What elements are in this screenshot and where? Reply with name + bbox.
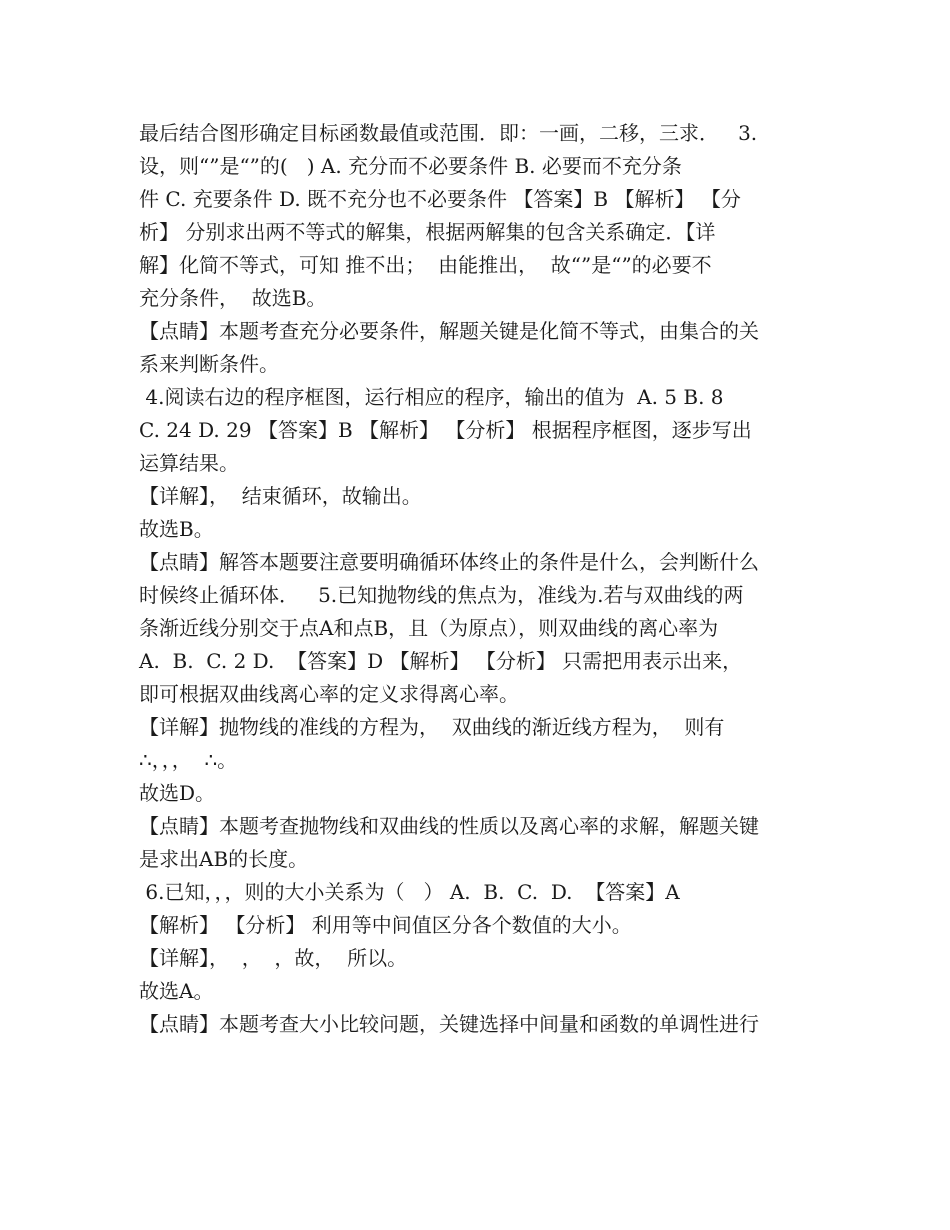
text-line: 【点睛】本题考查充分必要条件，解题关键是化简不等式，由集合的关 <box>139 319 759 343</box>
text-line: 【点睛】解答本题要注意要明确循环体终止的条件是什么，会判断什么 <box>139 550 759 574</box>
text-line: 故选A。 <box>139 979 214 1003</box>
text-line: 【点睛】本题考查抛物线和双曲线的性质以及离心率的求解，解题关键 <box>139 814 759 838</box>
text-line: ∴，，， ∴。 <box>139 748 238 772</box>
text-line: 解】化简不等式，可知 推不出； 由能推出， 故“”是“”的必要不 <box>139 253 712 277</box>
text-line: 6.已知，，，则的大小关系为（ ） A. B. C. D. 【答案】A <box>139 880 680 904</box>
text-line: 设，则“”是“”的( ) A. 充分而不必要条件 B. 必要而不充分条 <box>139 154 682 178</box>
text-line: 故选B。 <box>139 517 214 541</box>
text-line: 最后结合图形确定目标函数最值或范围．即：一画，二移，三求． 3. <box>139 121 758 145</box>
text-line: 充分条件， 故选B。 <box>139 286 327 310</box>
text-line: 析】 分别求出两不等式的解集，根据两解集的包含关系确定．【详 <box>139 220 716 244</box>
text-line: 【详解】， 结束循环，故输出。 <box>139 484 422 508</box>
text-line: 【解析】 【分析】 利用等中间值区分各个数值的大小。 <box>139 913 632 937</box>
text-line: A. B. C. 2 D. 【答案】D 【解析】 【分析】 只需把用表示出来， <box>139 649 743 673</box>
text-line: 时候终止循环体． 5.已知抛物线的焦点为，准线为.若与双曲线的两 <box>139 583 744 607</box>
text-line: 【详解】抛物线的准线的方程为， 双曲线的渐近线方程为， 则有 <box>139 715 725 739</box>
text-line: 【点睛】本题考查大小比较问题，关键选择中间量和函数的单调性进行 <box>139 1012 759 1036</box>
text-line: 条渐近线分别交于点A和点B，且（为原点），则双曲线的离心率为 <box>139 616 719 640</box>
text-line: 件 C. 充要条件 D. 既不充分也不必要条件 【答案】B 【解析】 【分 <box>139 187 741 211</box>
document-body <box>139 117 819 1041</box>
text-line: 即可根据双曲线离心率的定义求得离心率。 <box>139 682 519 706</box>
text-line: 故选D。 <box>139 781 216 805</box>
text-line: 运算结果。 <box>139 451 239 475</box>
text-line: 4.阅读右边的程序框图，运行相应的程序，输出的值为 A. 5 B. 8 <box>139 385 724 409</box>
text-line: 是求出AB的长度。 <box>139 847 309 871</box>
text-line: 系来判断条件。 <box>139 352 279 376</box>
text-line: C. 24 D. 29 【答案】B 【解析】 【分析】 根据程序框图，逐步写出 <box>139 418 752 442</box>
text-line: 【详解】， ， ，故， 所以。 <box>139 946 408 970</box>
